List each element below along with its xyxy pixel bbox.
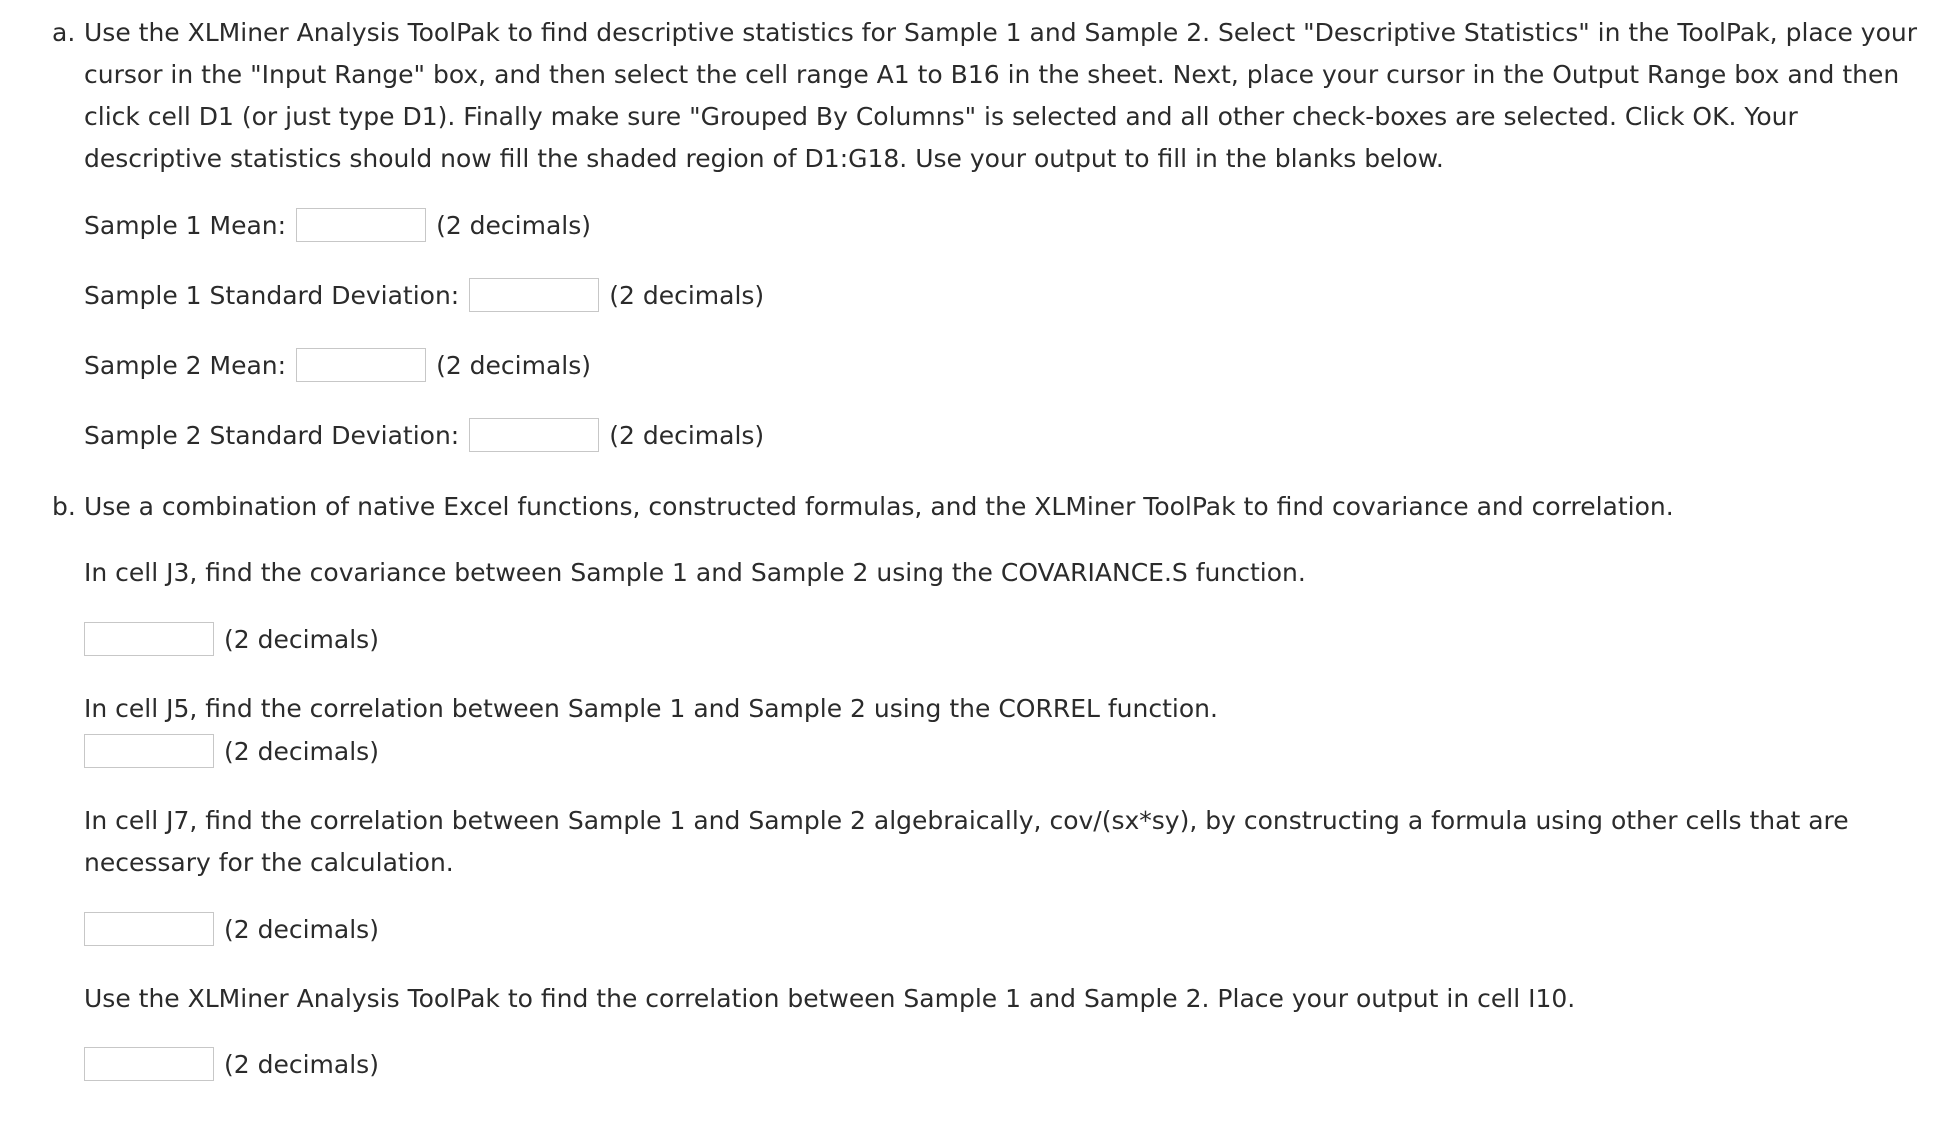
correl-input[interactable] (84, 734, 214, 768)
sample2-stdev-input[interactable] (469, 418, 599, 452)
sample1-stdev-input[interactable] (469, 278, 599, 312)
part-b (52, 486, 1922, 528)
sample1-stdev-unit: (2 decimals) (609, 280, 765, 310)
sample2-mean-row (84, 346, 591, 384)
part-b-letter: b. (52, 492, 76, 521)
part-a (52, 12, 1922, 180)
covariance-question: In cell J3, find the covariance between Sample 1 and Sample 2 using the COVARIANCE.S function. (84, 558, 1306, 587)
sample1-mean-row (84, 206, 591, 244)
sample1-stdev-row (84, 276, 764, 314)
algebraic-correlation-row (84, 910, 379, 948)
toolpak-correlation-input[interactable] (84, 1047, 214, 1081)
covariance-row (84, 620, 379, 658)
sample1-stdev-label: Sample 1 Standard Deviation: (84, 280, 460, 310)
sample1-mean-input[interactable] (296, 208, 426, 242)
part-a-letter: a. (52, 18, 76, 47)
sample1-mean-label: Sample 1 Mean: (84, 210, 287, 240)
part-b-intro: Use a combination of native Excel functions, constructed formulas, and the XLMiner ToolPak to find covariance and correlation. (84, 492, 1674, 521)
sample2-stdev-unit: (2 decimals) (609, 420, 765, 450)
sample2-mean-input[interactable] (296, 348, 426, 382)
algebraic-correlation-question: In cell J7, find the correlation between Sample 1 and Sample 2 algebraically, cov/(sx*sy), by constructing a formula using other cells that are necessary for the calculation. (84, 806, 1849, 877)
sample1-mean-unit: (2 decimals) (436, 210, 592, 240)
sample2-stdev-row (84, 416, 764, 454)
sample2-mean-label: Sample 2 Mean: (84, 350, 287, 380)
toolpak-correlation-unit: (2 decimals) (224, 1049, 379, 1079)
sample2-stdev-label: Sample 2 Standard Deviation: (84, 420, 460, 450)
correl-question: In cell J5, find the correlation between Sample 1 and Sample 2 using the CORREL function. (84, 694, 1218, 723)
toolpak-correlation-question: Use the XLMiner Analysis ToolPak to find the correlation between Sample 1 and Sample 2. Place your output in cell I10. (84, 984, 1576, 1013)
covariance-input[interactable] (84, 622, 214, 656)
toolpak-correlation-row (84, 1045, 379, 1083)
correl-row (84, 732, 379, 770)
sample2-mean-unit: (2 decimals) (436, 350, 592, 380)
covariance-unit: (2 decimals) (224, 624, 379, 654)
algebraic-correlation-input[interactable] (84, 912, 214, 946)
algebraic-correlation-unit: (2 decimals) (224, 914, 379, 944)
correl-unit: (2 decimals) (224, 736, 379, 766)
part-a-instructions: Use the XLMiner Analysis ToolPak to find descriptive statistics for Sample 1 and Sample 2. Select "Descriptive Statistics" in the ToolPak, place your cursor in the "Input Range" box, and then select the cell range A1 to B16 in the sheet. Next, place your cursor in the Output Range box and then click cell D1 (or just type D1). Finally make sure "Grouped By Columns" is selected and all other check-boxes are selected. Click OK. Your descriptive statistics should now fill the shaded region of D1:G18. Use your output to fill in the blanks below. (84, 18, 1917, 173)
